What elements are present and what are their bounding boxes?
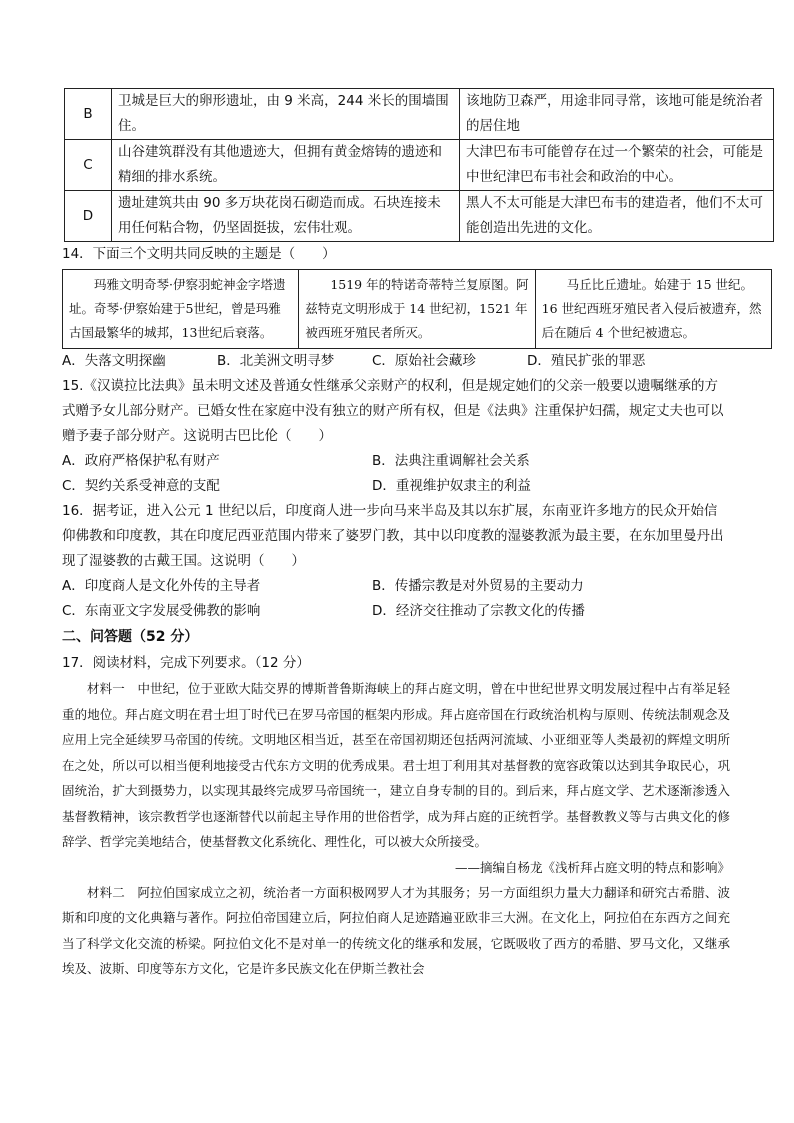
row-right: 黑人不太可能是大津巴布韦的建造者，他们不太可能创造出先进的文化。 xyxy=(460,191,774,242)
table-row xyxy=(65,191,774,242)
row-right: 大津巴布韦可能曾存在过一个繁荣的社会，可能是中世纪津巴布韦社会和政治的中心。 xyxy=(460,140,774,191)
question-16-options xyxy=(62,599,730,624)
option: C．契约关系受神意的支配 xyxy=(62,478,220,494)
row-left: 遗址建筑共由 90 多万块花岗石砌造而成。石块连接未用任何粘合物，仍坚固挺拔，宏伟壮观。 xyxy=(112,191,460,242)
option: B．北美洲文明寻梦 xyxy=(217,353,335,369)
question-17-stem: 17．阅读材料，完成下列要求。（12 分） xyxy=(62,655,310,671)
material-one: 材料一 中世纪，位于亚欧大陆交界的博斯普鲁斯海峡上的拜占庭文明，曾在中世纪世界文明发展过程中占有举足轻重的地位。拜占庭文明在君士坦丁时代已在罗马帝国的框架内形成。拜占庭帝国在行政统治机构与原则、传统法制观念及应用上完全延续罗马帝国的传统。文明地区相当近，甚至在帝国初期还包括两河流域、小亚细亚等人类最初的辉煌文明所在之处，所以可以相当便利地接受古代东方文明的优秀成果。君士坦丁利用其对基督教的宽容政策以达到其争取民心，巩固统治，扩大到摄势力，以实现其最终完成罗马帝国统一，建立自身专制的目的。到后来，拜占庭文学、艺术逐渐渗透入基督教精神，该宗教哲学也逐渐替代以前起主导作用的世俗哲学，成为拜占庭的正统哲学。基督教教义等与古典文化的修辞学、哲学完美地结合，使基督教文化系统化、理性化，可以被大众所接受。 xyxy=(62,681,730,849)
row-left: 山谷建筑群没有其他遗迹大，但拥有黄金熔铸的遗迹和精细的排水系统。 xyxy=(112,140,460,191)
option: D．经济交往推动了宗教文化的传播 xyxy=(372,603,585,619)
row-left: 卫城是巨大的卵形遗址，由 9 米高，244 米长的围墙围住。 xyxy=(112,89,460,140)
section-heading: 二、问答题（52 分） xyxy=(62,629,199,645)
question-14-options xyxy=(62,349,730,374)
option: D．重视维护奴隶主的利益 xyxy=(372,478,531,494)
option: D．殖民扩张的罪恶 xyxy=(527,353,646,369)
civilization-table xyxy=(62,269,772,349)
civ-cell: 马丘比丘遗址。始建于 15 世纪。16 世纪西班牙殖民者入侵后被遗弃，然后在随后 4 个世纪被遗忘。 xyxy=(535,270,771,349)
row-right: 该地防卫森严，用途非同寻常，该地可能是统治者的居住地 xyxy=(460,89,774,140)
question-14-stem: 14．下面三个文明共同反映的主题是（ ） xyxy=(62,246,336,262)
row-key: D xyxy=(65,191,112,242)
option: C．东南亚文字发展受佛教的影响 xyxy=(62,603,261,619)
page-content xyxy=(62,88,763,982)
row-key: B xyxy=(65,89,112,140)
question-15-options xyxy=(62,474,730,499)
option: A．印度商人是文化外传的主导者 xyxy=(62,578,261,594)
option: A．失落文明探幽 xyxy=(62,353,166,369)
row-key: C xyxy=(65,140,112,191)
option: B．传播宗教是对外贸易的主要动力 xyxy=(372,578,584,594)
table-row xyxy=(65,89,774,140)
options-table xyxy=(64,88,774,242)
question-15-options xyxy=(62,449,730,474)
civ-cell: 1519 年的特诺奇蒂特兰复原图。阿兹特克文明形成于 14 世纪初，1521 年被西班牙殖民者所灭。 xyxy=(299,270,535,349)
option: A．政府严格保护私有财产 xyxy=(62,453,220,469)
option: B．法典注重调解社会关系 xyxy=(372,453,530,469)
question-16-stem: 16．据考证，进入公元 1 世纪以后，印度商人进一步向马来半岛及其以东扩展，东南亚许多地方的民众开始信仰佛教和印度教，其在印度尼西亚范围内带来了婆罗门教，其中以印度教的湿婆教派为最主要，在东加里曼丹出现了湿婆教的古戴王国。这说明（ ） xyxy=(62,503,724,569)
question-16-options xyxy=(62,574,730,599)
option: C．原始社会藏珍 xyxy=(372,353,476,369)
question-15-stem: 15.《汉谟拉比法典》虽未明文述及普通女性继承父亲财产的权利，但是规定她们的父亲一般要以遗嘱继承的方式赠予女儿部分财产。已婚女性在家庭中没有独立的财产所有权，但是《法典》注重保护妇孺，规定丈夫也可以赠予妻子部分财产。这说明古巴比伦（ ） xyxy=(62,378,724,444)
material-source: ——摘编自杨龙《浅析拜占庭文明的特点和影响》 xyxy=(454,859,730,875)
material-two: 材料二 阿拉伯国家成立之初，统治者一方面积极网罗人才为其服务；另一方面组织力量大力翻译和研究古希腊、波斯和印度的文化典籍与著作。阿拉伯帝国建立后，阿拉伯商人足迹踏遍亚欧非三大洲。在文化上，阿拉伯在东西方之间充当了科学文化交流的桥梁。阿拉伯文化不是对单一的传统文化的继承和发展，它既吸收了西方的希腊、罗马文化，又继承埃及、波斯、印度等东方文化，它是许多民族文化在伊斯兰教社会 xyxy=(62,884,730,976)
table-row xyxy=(65,140,774,191)
civ-cell: 玛雅文明奇琴·伊察羽蛇神金字塔遗址。奇琴·伊察始建于5世纪，曾是玛雅古国最繁华的城邦，13世纪后衰落。 xyxy=(63,270,299,349)
